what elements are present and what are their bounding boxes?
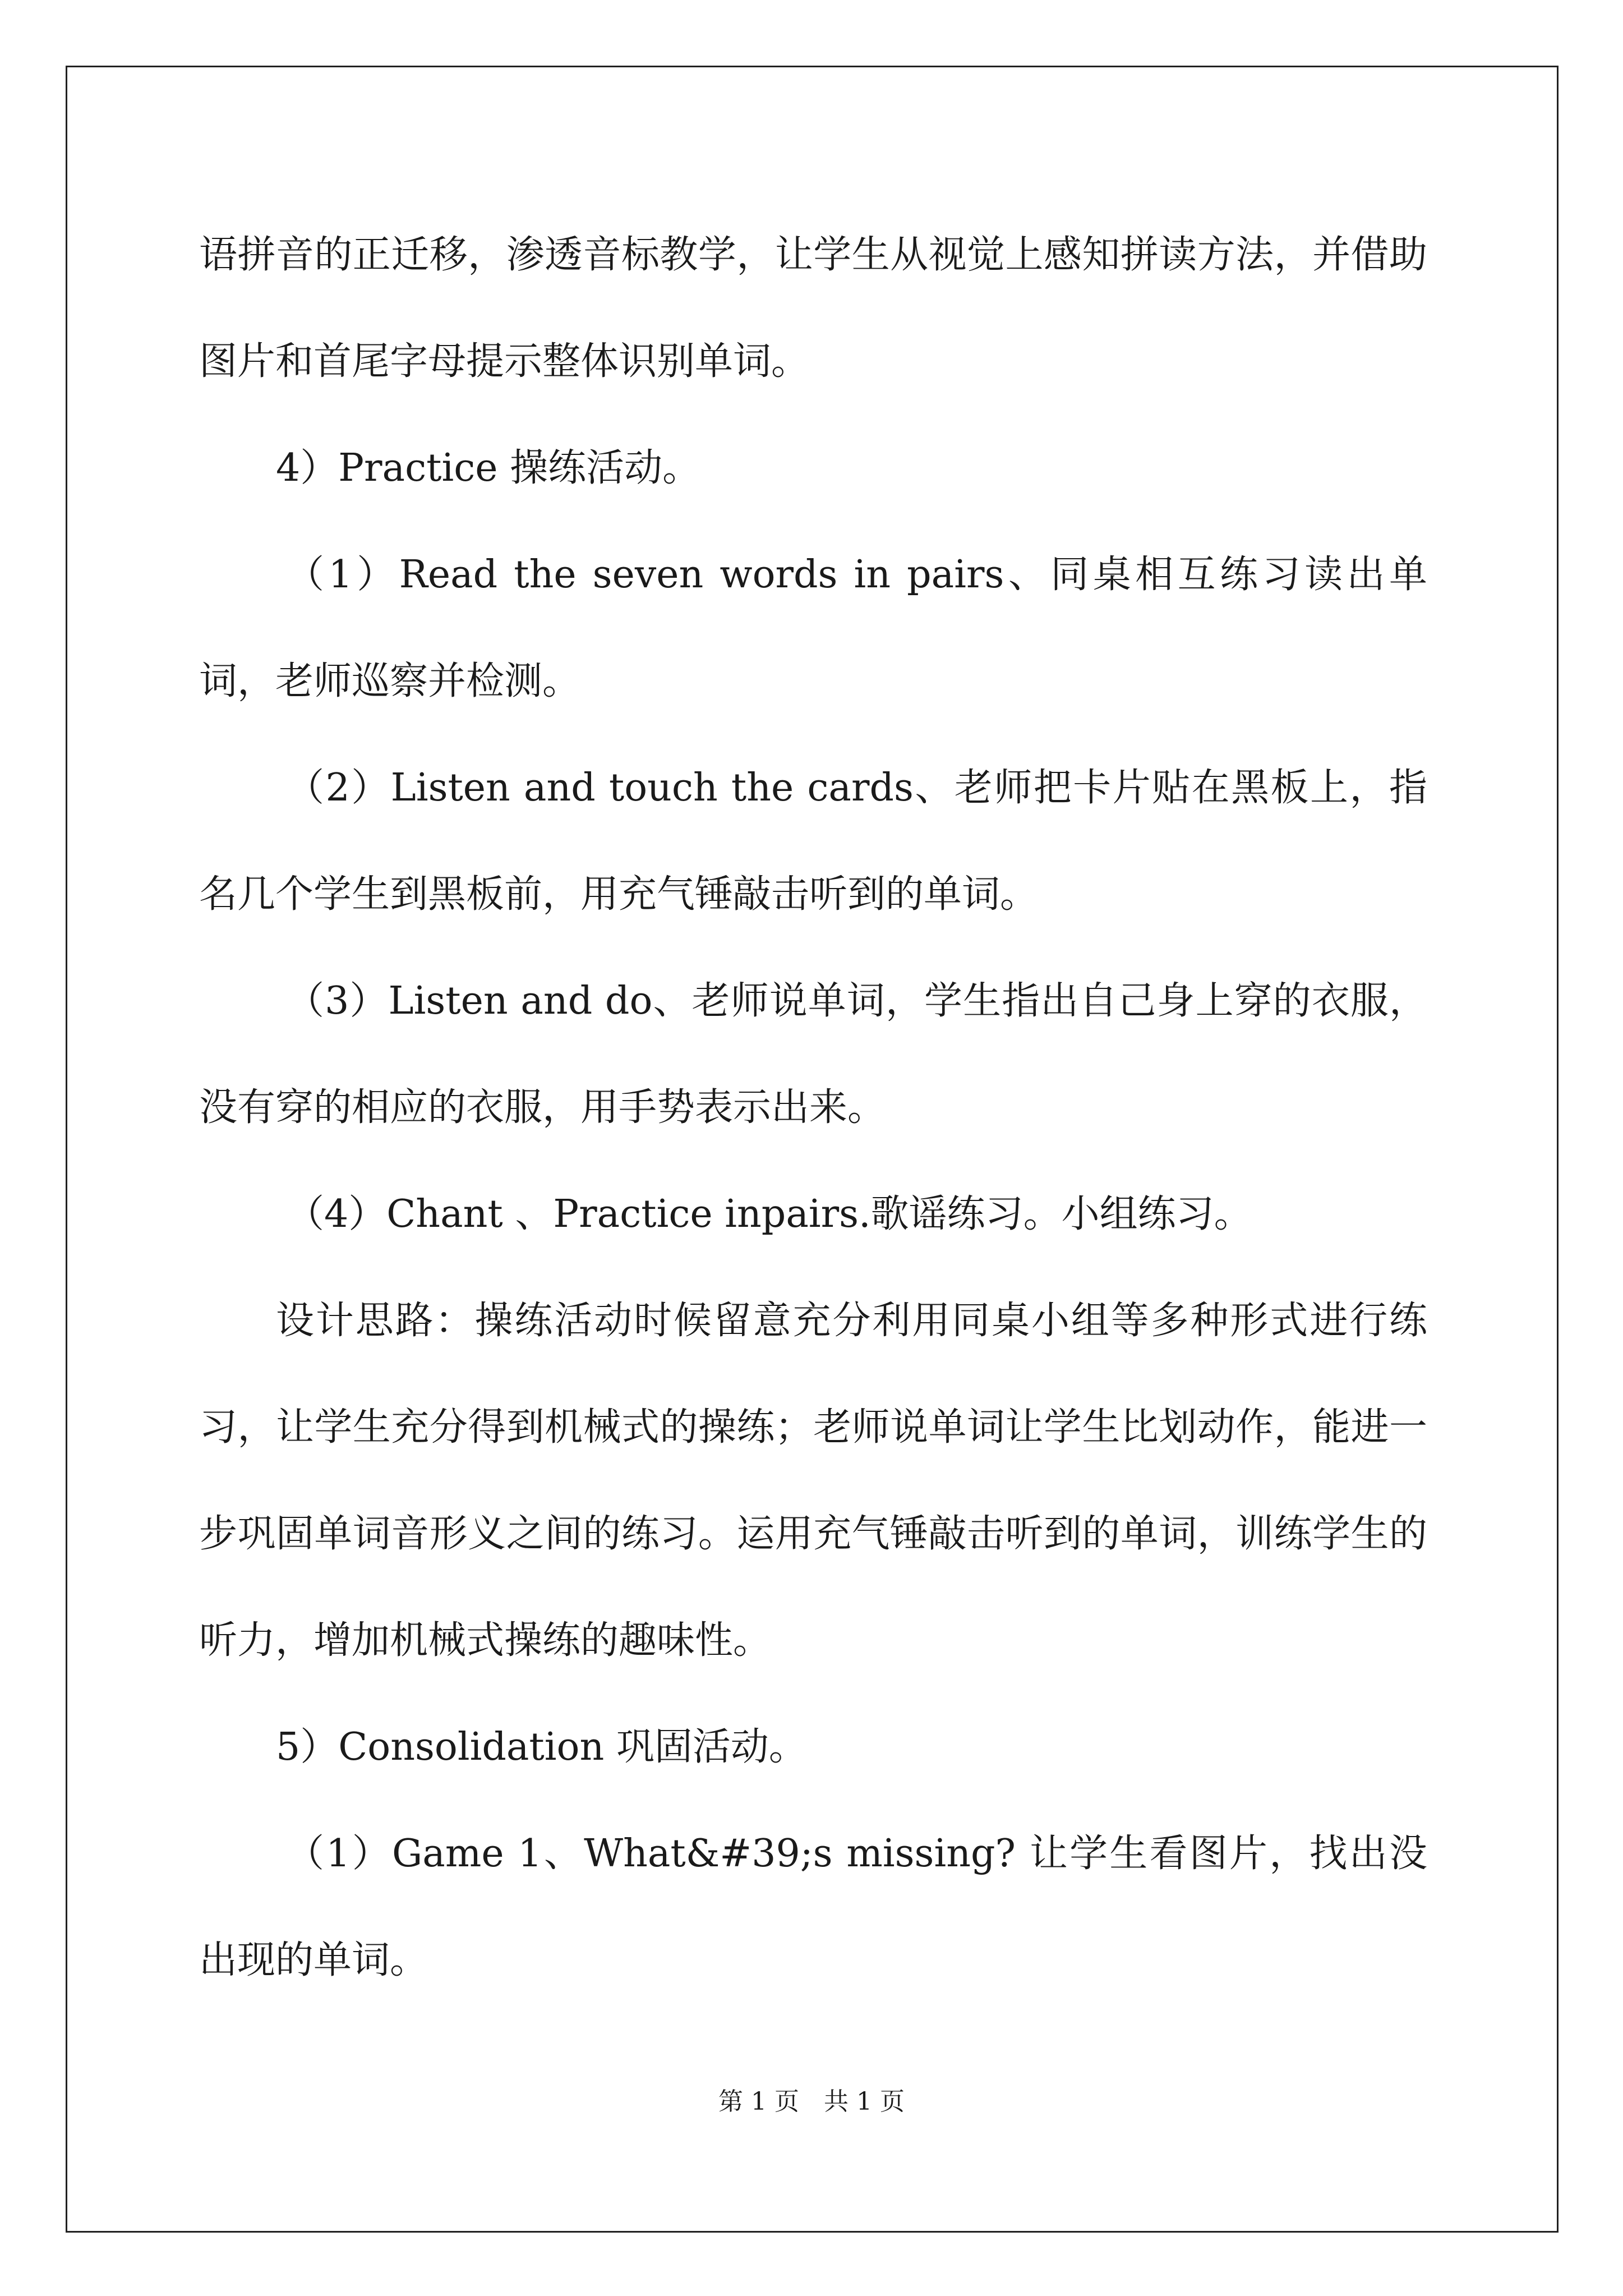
paragraph: 4）Practice 操练活动。 bbox=[276, 446, 701, 490]
paragraph: （1）Game 1、What&#39;s missing? 让学生看图片，找出没出现的单词。 bbox=[199, 1832, 1427, 1982]
paragraph: （3）Listen and do、老师说单词，学生指出自己身上穿的衣服，没有穿的相应的衣服，用手势表示出来。 bbox=[199, 979, 1427, 1130]
paragraph: （2）Listen and touch the cards、老师把卡片贴在黑板上，指名几个学生到黑板前，用充气锤敲击听到的单词。 bbox=[199, 766, 1427, 917]
paragraph: （1）Read the seven words in pairs、同桌相互练习读出单词，老师巡察并检测。 bbox=[199, 553, 1427, 703]
document-body bbox=[199, 202, 1427, 2014]
paragraph: 5）Consolidation 巩固活动。 bbox=[276, 1725, 807, 1769]
paragraph: 语拼音的正迁移，渗透音标教学，让学生从视觉上感知拼读方法，并借助图片和首尾字母提示整体识别单词。 bbox=[199, 233, 1427, 384]
page-footer: 第 1 页 共 1 页 bbox=[718, 2087, 905, 2116]
paragraph: （4）Chant 、Practice inpairs.歌谣练习。小组练习。 bbox=[286, 1192, 1252, 1236]
paragraph: 设计思路：操练活动时候留意充分利用同桌小组等多种形式进行练习，让学生充分得到机械式的操练；老师说单词让学生比划动作，能进一步巩固单词音形义之间的练习。运用充气锤敲击听到的单词，训练学生的听力，增加机械式操练的趣味性。 bbox=[199, 1299, 1427, 1663]
